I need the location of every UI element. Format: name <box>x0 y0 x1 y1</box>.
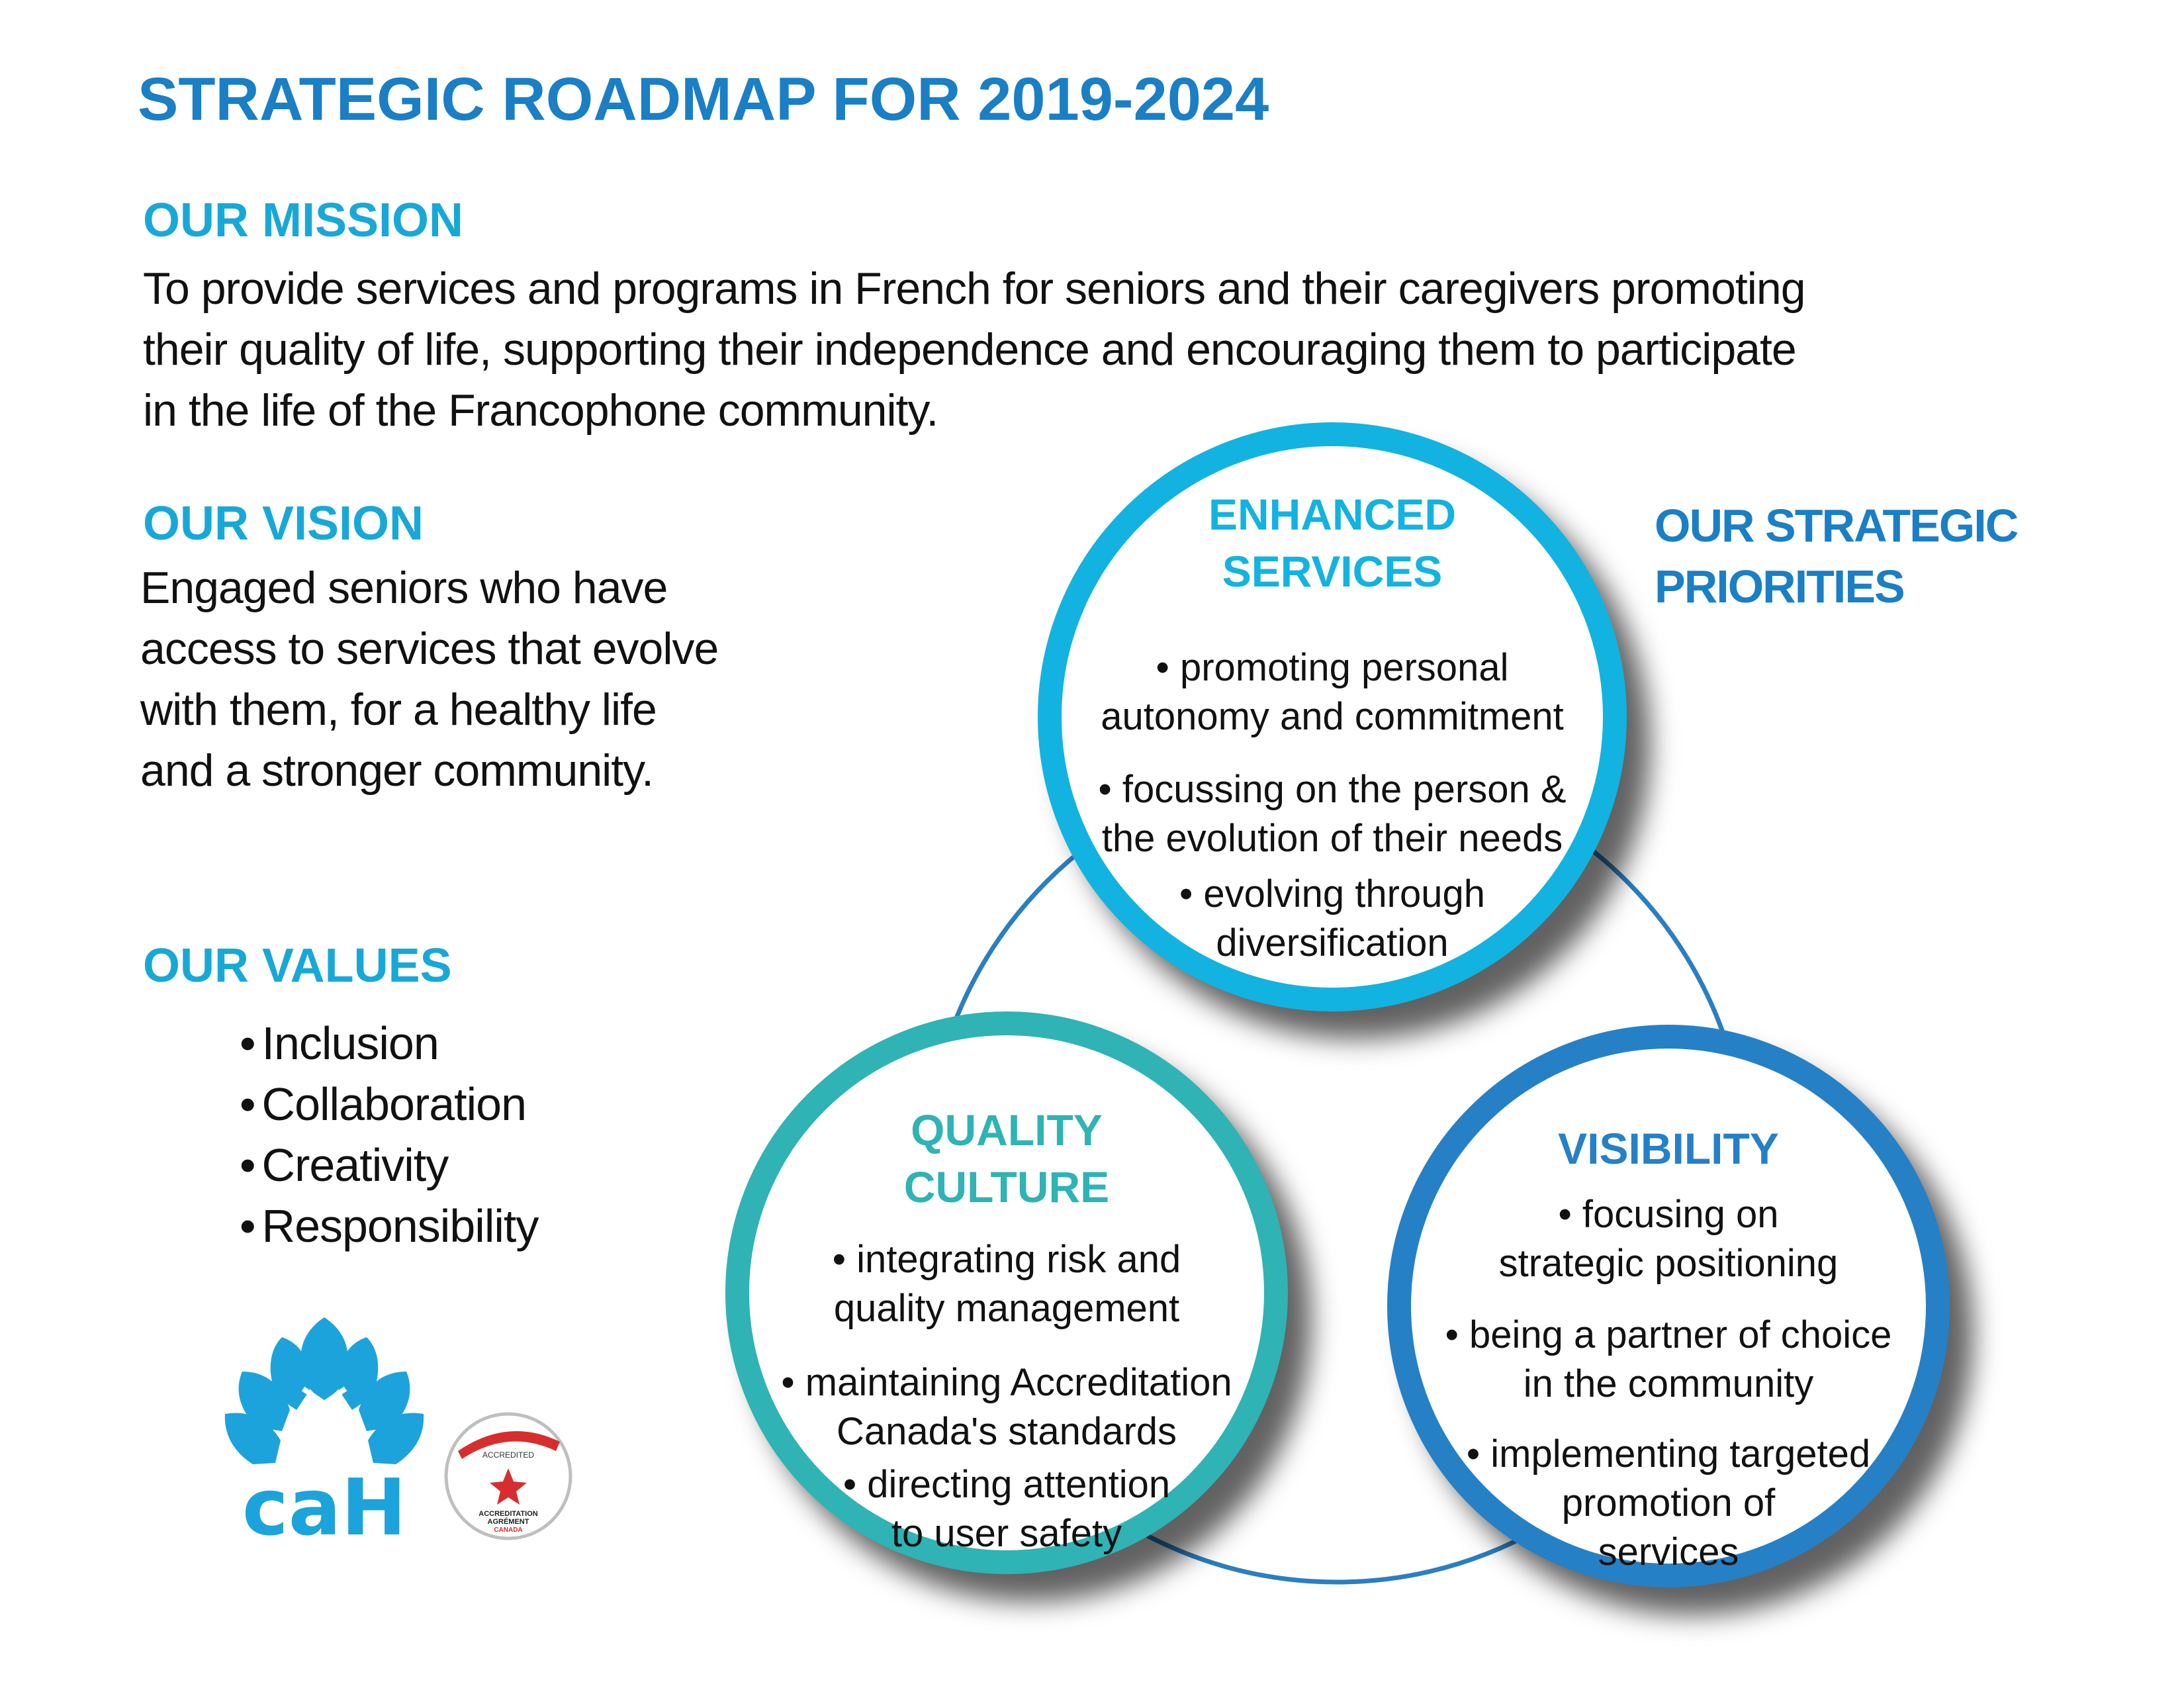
bullet-line: promotion of <box>1561 1481 1776 1524</box>
bullet-line: • integrating risk and <box>749 1235 1264 1284</box>
bullet-line: Canada's standards <box>836 1410 1177 1453</box>
value-item: • Inclusion <box>240 1013 538 1074</box>
values-heading: OUR VALUES <box>143 939 452 992</box>
mission-line: To provide services and programs in French for seniors and their caregivers promoting <box>143 263 1805 314</box>
bullet-line: • maintaining Accreditation <box>749 1358 1264 1407</box>
bullet-line: diversification <box>1216 921 1449 964</box>
bullet-line: services <box>1598 1530 1739 1573</box>
bullet-line: the evolution of their needs <box>1101 817 1563 860</box>
quality-bullet <box>749 1235 1264 1333</box>
cah-logo-icon <box>218 1311 430 1549</box>
vision-line: access to services that evolve <box>140 624 719 674</box>
vision-heading: OUR VISION <box>143 497 424 550</box>
priorities-heading-line: PRIORITIES <box>1655 561 1904 612</box>
bullet-line: to user safety <box>891 1512 1122 1555</box>
bullet-line: • focusing on <box>1411 1190 1926 1239</box>
enhanced-bullet <box>1062 765 1603 863</box>
circle-title-quality <box>749 1102 1264 1215</box>
seal-top-text: ACCREDITED <box>482 1450 535 1460</box>
mission-line: in the life of the Francophone community. <box>143 385 938 436</box>
value-item: • Responsibility <box>240 1196 538 1256</box>
quality-bullet <box>749 1460 1264 1558</box>
circle-visibility <box>1387 1025 1950 1587</box>
circle-title-enhanced <box>1062 486 1603 600</box>
visibility-bullet <box>1411 1311 1926 1409</box>
bullet-line: • being a partner of choice <box>1411 1311 1926 1360</box>
circle-title-line: VISIBILITY <box>1558 1124 1779 1173</box>
accreditation-seal-icon <box>442 1410 574 1542</box>
vision-line: with them, for a healthy life <box>140 684 657 735</box>
vision-line: Engaged seniors who have <box>140 563 668 613</box>
bullet-line: strategic positioning <box>1498 1242 1839 1285</box>
priorities-heading-line: OUR STRATEGIC <box>1655 500 2018 551</box>
seal-line: CANADA <box>494 1526 523 1534</box>
mission-line: their quality of life, supporting their independence and encouraging them to participate <box>143 324 1796 375</box>
seal-line: ACCREDITATION <box>478 1510 538 1518</box>
circle-title-line: ENHANCED <box>1208 490 1457 539</box>
visibility-bullet <box>1411 1430 1926 1577</box>
vision-line: and a stronger community. <box>140 745 653 796</box>
bullet-line: • focussing on the person & <box>1062 765 1603 814</box>
circle-title-line: SERVICES <box>1222 547 1443 596</box>
value-item: • Creativity <box>240 1135 538 1196</box>
bullet-line: • promoting personal <box>1062 643 1603 692</box>
circle-title-line: CULTURE <box>903 1162 1110 1211</box>
bullet-line: • directing attention <box>749 1460 1264 1509</box>
enhanced-bullet <box>1062 643 1603 741</box>
value-item: • Collaboration <box>240 1074 538 1135</box>
bullet-line: in the community <box>1523 1362 1814 1405</box>
quality-bullet <box>749 1358 1264 1456</box>
bullet-line: • evolving through <box>1062 870 1603 919</box>
logo-wordmark: caH <box>242 1462 407 1549</box>
circle-title-visibility <box>1411 1120 1926 1177</box>
bullet-line: quality management <box>833 1287 1180 1330</box>
bullet-line: • implementing targeted <box>1411 1430 1926 1479</box>
seal-line: AGRÉMENT <box>487 1518 529 1526</box>
enhanced-bullet <box>1062 870 1603 968</box>
bullet-line: autonomy and commitment <box>1101 695 1564 738</box>
circle-quality-culture <box>725 1011 1288 1574</box>
circle-title-line: QUALITY <box>911 1105 1103 1154</box>
visibility-bullet <box>1411 1190 1926 1288</box>
page-title: STRATEGIC ROADMAP FOR 2019-2024 <box>138 66 1269 133</box>
mission-heading: OUR MISSION <box>143 194 464 247</box>
circle-enhanced-services <box>1038 422 1627 1011</box>
